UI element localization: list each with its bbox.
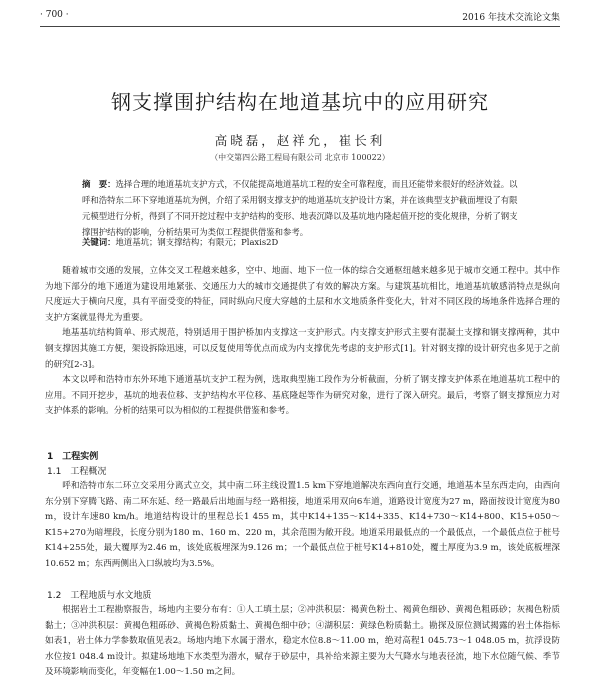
header-rule: [40, 26, 560, 27]
page-number: · 700 ·: [40, 10, 69, 20]
keywords-text: 地道基坑；钢支撑结构；有限元；Plaxis2D: [115, 237, 279, 247]
intro-paragraph-3: 本文以呼和浩特市东外环地下通道基坑支护工程为例，选取典型施工段作为分析截面，分析了钢支撑支护体系在地道基坑工程中的应用。不同开挖步，基坑的地表位移、支护结构水平位移、基底隆起等作为研究对象，进行了深入研究。最后，考察了钢支撑预应力对支护体系的影响。分析的结果可以为相似的工程提供借鉴和参考。: [45, 375, 560, 417]
abstract: [82, 176, 525, 240]
intro-paragraph-2: 地基基坑结构简单、形式规范，特别适用于围护桥加内支撑这一支护形式。内支撑支护形式主要有混凝土支撑和钢支撑两种，其中钢支撑因其施工方便，架设拆除迅速，可以反复使用等优点而成为内支撑优先考虑的支护形式[1]。针对钢支撑的设计研究也多见于之前的研究[2-3]。: [45, 328, 560, 370]
section-1-2-text: [45, 603, 560, 681]
keywords: [82, 235, 525, 249]
authors: 高晓磊，赵祥允，崔长利: [214, 133, 386, 148]
abstract-label: 摘 要：: [82, 179, 116, 189]
abstract-text: 选择合理的地道基坑支护方式，不仅能提高地道基坑工程的安全可靠程度，而且还能带来很好的经济效益。以呼和浩特东二环下穿地道基坑为例，介绍了采用钢支撑支护的地道基坑支护设计方案，并在该典型支护截面埋设了有限元模型进行分析，得到了不同开挖过程中支护结构的变形、地表沉降以及基坑地内隆起值开挖的变化规律，分析了钢支撑围护结构的影响，分析结果可为类似工程提供借鉴和参考。: [82, 179, 518, 237]
section-1-1-text: [45, 479, 560, 573]
introduction: [45, 264, 560, 420]
keywords-label: 关键词：: [82, 237, 116, 247]
journal-name: 2016 年技术交流论文集: [462, 13, 560, 23]
subsection-heading-1-1: 1.1 工程概况: [47, 467, 107, 477]
section-1-2-paragraph: 根据岩土工程勘察报告，场地内主要分布有：①人工填土层；②冲洪积层：褐黄色粉土、褐黄色细砂、黄褐色粗砾砂；灰褐色粉质黏土；③冲洪积层：黄褐色粗砾砂、黄褐色粉质黏土、黄褐色细中砂；④湖积层：黄绿色粉质黏土。勘探及原位测试揭露的岩土体指标如表1，岩土体力学参数取值见表2。场地内地下水属于潜水，稳定水位8.8～11.00 m，绝对高程1 045.73～1 048.05 m，抗浮设防水位按1 048.4 m设计。拟建场地地下水类型为潜水，赋存于砂层中，具补给来源主要为大气降水与地表径流，地下水位随气候、季节及环境影响而变化，年变幅在1.00～1.50 m之间。: [45, 605, 560, 678]
intro-paragraph-1: 随着城市交通的发展，立体交叉工程越来越多，空中、地面、地下一位一体的综合交通枢纽越来越多见于城市交通工程中。其中作为地下部分的地下通道为建设用地紧张、交通压力大的城市交通提供了有效的解决方案。与建筑基坑相比，地道基坑敏感消特点是纵向尺度远大于横向尺度，具有平面受变的特征，同时纵向尺度大穿越的土层和水文地质条件变化大，针对不同区段的场地条件选择合理的支护方案就显得尤为重要。: [45, 266, 560, 323]
section-heading: 1 工程实例: [47, 452, 99, 462]
subsection-heading-1-2: 1.2 工程地质与水文地质: [47, 591, 152, 601]
running-header: [40, 10, 560, 24]
affiliation: （中交第四公路工程局有限公司 北京市 100022）: [210, 153, 390, 162]
paper-title: 钢支撑围护结构在地道基坑中的应用研究: [111, 90, 489, 114]
section-1-1-paragraph: 呼和浩特市东二环立交采用分离式立交，其中南二环主线设置1.5 km下穿地道解决东西向直行交通，地道基本呈东西走向，由西向东分别下穿腾飞路、南二环东延、经一路最后出地面与经一路相接，地道采用双向6车道，道路设计宽度为27 m，路面按设计宽度为80 m，设计车速80 km/h。地道结构设计的里程总长1 455 m，其中K14+135～K14+335、K14+730～K14+800、K15+050～K15+270为暗埋段，长度分别为180 m、160 m、220 m，其余范围为敞开段。地道采用最低点的一个最低点，一个最低点位于桩号K14+255处，最大覆厚为2.46 m，该处底板埋深为9.126 m；一个最低点位于桩号K14+810处，覆土厚度为3.9 m，该处底板埋深10.652 m；东西两侧出入口纵坡均为3.5%。: [45, 481, 560, 569]
